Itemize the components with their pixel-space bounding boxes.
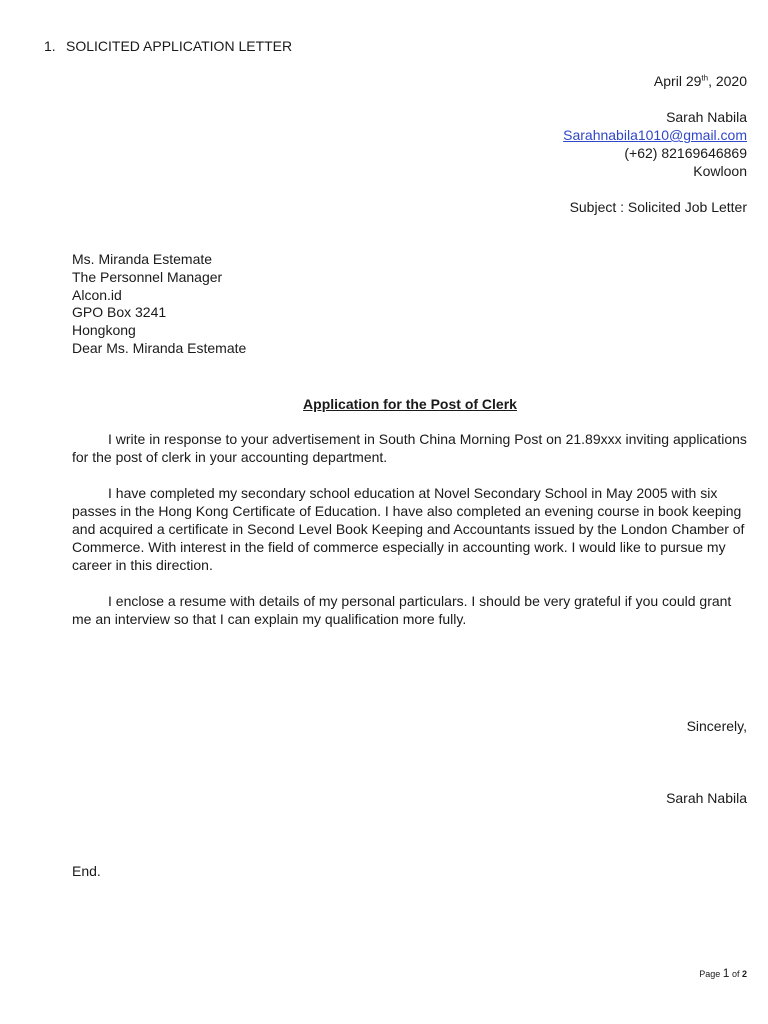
heading-number: 1. — [44, 38, 56, 54]
body-paragraph-3 — [72, 592, 748, 628]
page-number — [699, 966, 747, 980]
date-main: April 29 — [653, 73, 702, 89]
sender-email-link[interactable]: Sarahnabila1010@gmail.com — [563, 127, 747, 143]
recipient-name: Ms. Miranda Estemate — [72, 251, 213, 267]
signature-name: Sarah Nabila — [666, 790, 747, 806]
page-label: Page — [699, 969, 721, 979]
sender-city: Kowloon — [693, 163, 747, 179]
paragraph-text: I enclose a resume with details of my personal particulars. I should be very grateful if you could grant me an interview so that I can explain my qualification more fully. — [72, 593, 732, 627]
recipient-company: Alcon.id — [72, 286, 122, 303]
subject-line: Subject : Solicited Job Letter — [569, 199, 747, 215]
sender-block — [563, 72, 747, 180]
date-ordinal: th — [701, 73, 709, 83]
letter-date — [563, 72, 747, 90]
paragraph-text: I have completed my secondary school education at Novel Secondary School in May 2005 with six passes in the Hong Kong Certificate of Education. I have also completed an evening course in book keeping and acquired a certificate in Second Level Book Keeping and Accountants issued by the London Chamber of Commerce. With interest in the field of commerce especially in accounting work. I would like to pursue my career in this direction. — [72, 485, 745, 573]
recipient-city: Hongkong — [72, 322, 136, 339]
body-paragraph-2 — [72, 484, 748, 574]
sender-name: Sarah Nabila — [666, 109, 747, 125]
paragraph-text: I write in response to your advertisement in South China Morning Post on 21.89xxx inviting applications for the post of clerk in your accounting department. — [72, 431, 747, 465]
page-total: 2 — [741, 969, 747, 979]
body-paragraph-1 — [72, 430, 748, 466]
recipient-position: The Personnel Manager — [72, 268, 223, 285]
sender-phone: (+62) 82169646869 — [624, 145, 747, 161]
salutation: Dear Ms. Miranda Estemate — [72, 339, 247, 356]
recipient-block — [72, 251, 246, 358]
letter-title: Application for the Post of Clerk — [303, 396, 517, 412]
heading-title: SOLICITED APPLICATION LETTER — [66, 38, 293, 54]
date-year: , 2020 — [708, 73, 747, 89]
closing: Sincerely, — [686, 718, 747, 734]
end-marker: End. — [72, 863, 101, 879]
page-of-label: of — [731, 969, 740, 979]
page-current: 1 — [722, 966, 730, 980]
recipient-box: GPO Box 3241 — [72, 304, 167, 321]
